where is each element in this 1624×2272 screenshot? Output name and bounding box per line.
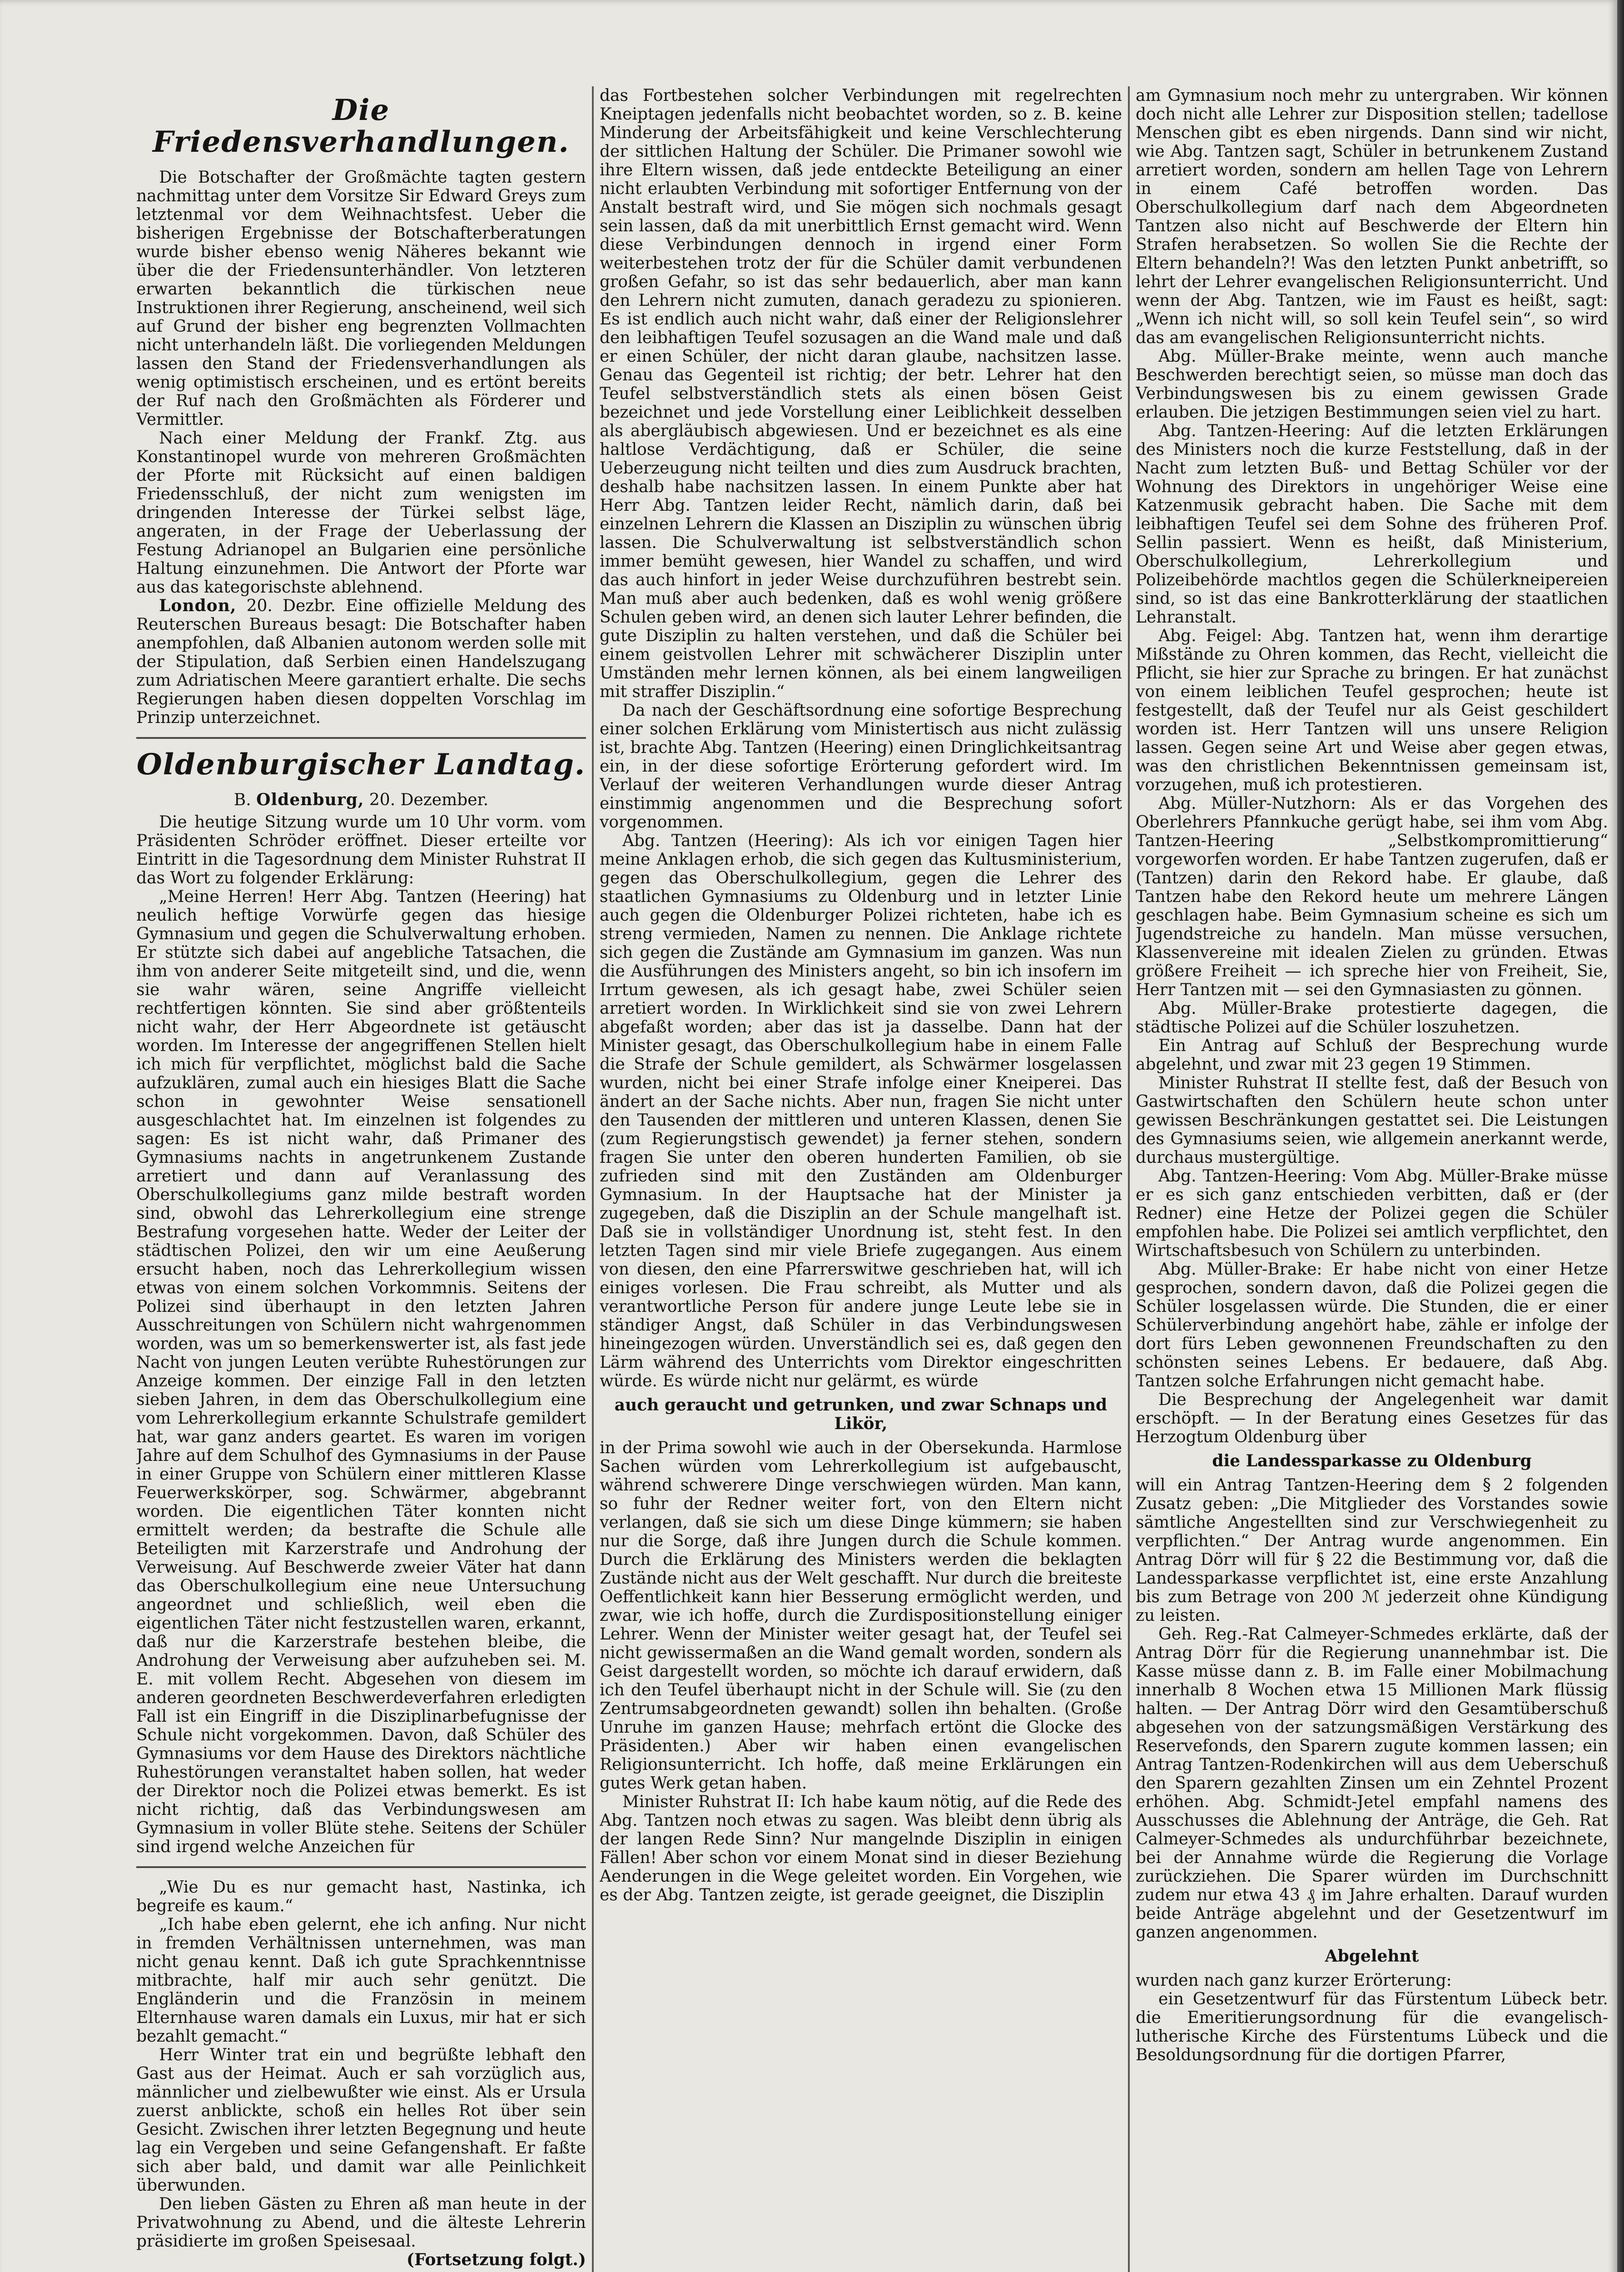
feuilleton-paragraph: „Ich habe eben gelernt, ehe ich anfing. Nur nicht in fremden Verhältnissen unternehmen, was man nicht genau kennt. Daß ich gute Sprachkenntnisse mitbrachte, half mir auch sehr genützt. Die Engländerin und die Französin in meinem Elternhause waren damals ein Luxus, mir hat er sich bezahlt gemacht.“ (136, 1915, 586, 2046)
page-edge (1617, 0, 1624, 2272)
article-paragraph: Geh. Reg.-Rat Calmeyer-Schmedes erklärte, daß der Antrag Dörr für die Regierung unannehmbar ist. Die Kasse müsse dann z. B. im Falle einer Mobilmachung innerhalb 8 Wochen etwa 15 Millionen Mark flüssig halten. — Der Antrag Dörr wird den Gesamtüberschuß abgesehen von der satzungsmäßigen Verstärkung des Reservefonds, den Sparern zugute kommen lassen; ein Antrag Tantzen-Rodenkirchen will aus dem Ueberschuß den Sparern gezahlten Zinsen um ein Zehntel Prozent erhöhen. Abg. Schmidt-Jetel empfahl namens des Ausschusses die Ablehnung der Anträge, die Geh. Rat Calmeyer-Schmedes als undurchführbar bezeichnete, bei der Annahme würde die Regierung die Vorlage zurückziehen. Die Sparer würden im Durchschnitt zudem nur etwa 43 ₰ im Jahre erhalten. Darauf wurden beide Anträge abgelehnt und der Gesetzentwurf im ganzen angenommen. (1136, 1625, 1608, 1942)
article-paragraph: Die heutige Sitzung wurde um 10 Uhr vorm. vom Präsidenten Schröder eröffnet. Dieser erteilte vor Eintritt in die Tagesordnung dem Minister Ruhstrat II das Wort zu folgender Erklärung: (136, 813, 586, 887)
article-dateline: B. Oldenburg, 20. Dezember. (233, 790, 489, 809)
article-paragraph: Abg. Müller-Brake: Er habe nicht von einer Hetze gesprochen, sondern davon, daß die Polizei gegen die Schüler losgelassen würde. Die Stunden, die er einer Schülerverbindung angehört habe, zähle er infolge der dort fürs Leben gewonnenen Freundschaften zu den schönsten seines Lebens. Er bedauere, daß Abg. Tantzen solche Erfahrungen nicht gemacht habe. (1136, 1260, 1608, 1390)
article-paragraph: in der Prima sowohl wie auch in der Obersekunda. Harmlose Sachen würden vom Lehrerkollegium ist aufgebauscht, während schwerere Dinge verschwiegen würden. Man kann, so fuhr der Redner weiter fort, von den Eltern nicht verlangen, daß sie sich um diese Dinge kümmern; sie haben nur die Sorge, daß ihre Jungen durch die Schule kommen. Durch die Erklärung des Ministers werden die beklagten Zustände nicht aus der Welt geschafft. Nur durch die breiteste Oeffentlichkeit kann hier Besserung ermöglicht werden, und zwar, wie ich hoffe, durch die Zurdispositionstellung einiger Lehrer. Wenn der Minister weiter gesagt hat, der Teufel sei nicht gewissermaßen an die Wand gemalt worden, sondern als Geist dargestellt worden, so möchte ich darauf erwidern, daß ich den Teufel überhaupt nicht in der Schule will. Sie (zu den Zentrumsabgeordneten gewandt) sollen ihn behalten. (Große Unruhe im ganzen Hause; mehrfach ertönt die Glocke des Präsidenten.) Aber wir haben einen evangelischen Religionsunterricht. Ich hoffe, daß meine Erklärungen ein gutes Werk getan haben. (600, 1439, 1122, 1793)
article-paragraph: Abg. Müller-Brake meinte, wenn auch manche Beschwerden berechtigt seien, so müsse man doch das Verbindungswesen bis zu einem gewissen Grade erlauben. Die jetzigen Bestimmungen seien viel zu hart. (1136, 347, 1608, 422)
section-divider (136, 737, 586, 739)
article-paragraph: Minister Ruhstrat II stellte fest, daß der Besuch von Gastwirtschaften den Schülern heute schon unter gewissen Beschränkungen gestattet sei. Die Leistungen des Gymnasiums seien, wie allgemein anerkannt werde, durchaus mustergültige. (1136, 1074, 1608, 1167)
column-right (1136, 86, 1608, 2272)
article-paragraph: das Fortbestehen solcher Verbindungen mit regelrechten Kneiptagen jedenfalls nicht beobachtet worden, so z. B. keine Minderung der Arbeitsfähigkeit und keine Verschlechterung der sittlichen Haltung der Schüler. Die Primaner sowohl wie ihre Eltern wissen, daß jede entdeckte Beteiligung an einer nicht erlaubten Verbindung mit sofortiger Entfernung von der Anstalt bestraft wird, und Sie mögen sich nochmals gesagt sein lassen, daß da mit unerbittlich Ernst gemacht wird. Wenn diese Verbindungen dennoch in irgend einer Form weiterbestehen trotz der für die Schüler damit verbundenen großen Gefahr, so ist das sehr bedauerlich, aber man kann den Lehrern nicht zumuten, danach geradezu zu spionieren. Es ist endlich auch nicht wahr, daß einer der Religionslehrer den leibhaftigen Teufel sozusagen an die Wand male und daß er einen Schüler, der nicht daran glaube, nachsitzen lasse. Genau das Gegenteil ist richtig; der betr. Lehrer hat den Teufel selbstverständlich stets als einen bösen Geist bezeichnet und jede Vorstellung einer Leiblichkeit desselben als abergläubisch abgewiesen. Und er bezeichnet es als eine haltlose Verdächtigung, daß er Schüler, die seine Ueberzeugung nicht teilten und dies zum Ausdruck brachten, deshalb habe nachsitzen lassen. In einem Punkte aber hat Herr Abg. Tantzen leider Recht, nämlich darin, daß bei einzelnen Lehrern die Klassen an Disziplin zu wünschen übrig lassen. Die Schulverwaltung ist selbstverständlich schon immer bemüht gewesen, hier Wandel zu schaffen, und wird das auch hinfort in jeder Weise durchzuführen bestrebt sein. Man muß aber auch bedenken, daß es wohl wenig größere Schulen geben wird, an denen sich lauter Lehrer befinden, die gute Disziplin zu halten verstehen, und daß die Schüler bei einem geistvollen Lehrer mit schwächerer Disziplin unter Umständen mehr lernen können, als bei einem langweiligen mit straffer Disziplin.“ (600, 86, 1122, 701)
article-paragraph (136, 597, 586, 727)
article-paragraph: Abg. Feigel: Abg. Tantzen hat, wenn ihm derartige Mißstände zu Ohren kommen, das Recht, vielleicht die Pflicht, sie hier zur Sprache zu bringen. Er hat zunächst von einem leiblichen Teufel gesprochen; heute ist festgestellt, daß der Teufel nur als Geist geschildert worden ist. Herr Tantzen will uns unsere Religion lassen. Gegen seine Art und Weise aber gegen etwas, was den christlichen Bekenntnissen gemeinsam ist, vorzugehen, muß ich protestieren. (1136, 627, 1608, 794)
article-paragraph: Da nach der Geschäftsordnung eine sofortige Besprechung einer solchen Erklärung vom Ministertisch aus nicht zulässig ist, brachte Abg. Tantzen (Heering) einen Dringlichkeitsantrag ein, in der diese sofortige Erörterung gefordert wird. Im Verlauf der weiteren Verhandlungen wurde dieser Antrag einstimmig angenommen und die Besprechung sofort vorgenommen. (600, 701, 1122, 832)
subheading-abgelehnt: Abgelehnt (1325, 1947, 1419, 1966)
column-rule (592, 86, 594, 2272)
article-text: 20. Dezbr. Eine offizielle Meldung des Reuterschen Bureaus besagt: Die Botschafter haben anempfohlen, daß Albanien autonom werden solle mit der Stipulation, daß Serbien einen Handelszugang zum Adriatischen Meere garantiert erhalte. Die sechs Regierungen haben diesen doppelten Vorschlag im Prinzip unterzeichnet. (136, 597, 586, 727)
article-paragraph: Die Besprechung der Angelegenheit war damit erschöpft. — In der Beratung eines Gesetzes für das Herzogtum Oldenburg über (1136, 1390, 1608, 1446)
feuilleton-paragraph: Den lieben Gästen zu Ehren aß man heute in der Privatwohnung zu Abend, und die älteste Lehrerin präsidierte im großen Speisesaal. (136, 2195, 586, 2251)
feuilleton-paragraph: „Wie Du es nur gemacht hast, Nastinka, ich begreife es kaum.“ (136, 1878, 586, 1915)
article-paragraph: Ein Antrag auf Schluß der Besprechung wurde abgelehnt, und zwar mit 23 gegen 19 Stimmen. (1136, 1036, 1608, 1074)
article-paragraph: Minister Ruhstrat II: Ich habe kaum nötig, auf die Rede des Abg. Tantzen noch etwas zu sagen. Was bleibt denn übrig als der langen Rede Sinn? Nur mangelnde Disziplin in einigen Fällen! Aber schon vor einem Monat sind in dieser Beziehung Aenderungen in die Wege geleitet worden. Ein Vorgehen, wie es der Abg. Tantzen zeigte, ist gerade geeignet, die Disziplin (600, 1793, 1122, 1904)
article-title-landtag: Oldenburgischer Landtag. (136, 747, 586, 782)
article-paragraph: Nach einer Meldung der Frankf. Ztg. aus Konstantinopel wurde von mehreren Großmächten der Pforte mit Rücksicht auf einen baldigen Friedensschluß, der nicht zum wenigsten im dringenden Interesse der Türkei selbst läge, angeraten, in der Frage der Ueberlassung der Festung Adrianopel an Bulgarien eine persönliche Haltung einzunehmen. Die Antwort der Pforte war aus das kategorischste ablehnend. (136, 429, 586, 597)
column-middle (600, 86, 1122, 2272)
emphasized-line: auch geraucht und getrunken, und zwar Schnaps und Likör, (614, 1395, 1107, 1433)
article-paragraph: ein Gesetzentwurf für das Fürstentum Lübeck betr. die Emeritierungsordnung für die evangelisch-lutherische Kirche des Fürstentums Lübeck und die Besoldungsordnung für die dortigen Pfarrer, (1136, 1990, 1608, 2064)
article-title-friedensverhandlungen: Die Friedensverhandlungen. (153, 93, 570, 159)
article-paragraph: am Gymnasium noch mehr zu untergraben. Wir können doch nicht alle Lehrer zur Disposition stellen; tadellose Menschen gibt es eben nirgends. Dann sind wir nicht, wie Abg. Tantzen sagt, Schüler in betrunkenem Zustand arretiert worden, sondern am hellen Tage von Lehrern in einem Café betroffen worden. Das Oberschulkollegium darf nach dem Abgeordneten Tantzen also nicht auf Beschwerde der Eltern hin Strafen herabsetzen. So wollen Sie die Rechte der Eltern behandeln?! Was den letzten Punkt anbetrifft, so lehrt der Lehrer evangelischen Religionsunterricht. Und wenn der Abg. Tantzen, wie im Faust es heißt, sagt: „Wenn ich nicht will, so soll kein Teufel sein“, so wird das am evangelischen Religionsunterricht nichts. (1136, 86, 1608, 347)
column-rule (1128, 86, 1130, 2272)
article-paragraph: will ein Antrag Tantzen-Heering dem § 2 folgenden Zusatz geben: „Die Mitglieder des Vorstandes sowie sämtliche Angestellten sind zur Verschwiegenheit zu verpflichten.“ Der Antrag wurde angenommen. Ein Antrag Dörr will für § 22 die Bestimmung vor, daß die Landessparkasse verpflichtet ist, eine erste Anzahlung bis zum Betrage von 200 ℳ jederzeit ohne Kündigung zu leisten. (1136, 1476, 1608, 1625)
continued-note: (Fortsetzung folgt.) (406, 2250, 586, 2269)
feuilleton-divider (136, 1866, 586, 1868)
article-paragraph: Abg. Müller-Brake protestierte dagegen, die städtische Polizei auf die Schüler loszuhetzen. (1136, 999, 1608, 1036)
feuilleton-paragraph: Herr Winter trat ein und begrüßte lebhaft den Gast aus der Heimat. Auch er sah vorzüglich aus, männlicher und zielbewußter wie einst. Als er Ursula zuerst anblickte, schoß ein helles Rot über sein Gesicht. Zwischen ihrer letzten Begegnung und heute lag ein Vergeben und seine Gefangenshaft. Er faßte sich aber bald, und damit war alle Peinlichkeit überwunden. (136, 2046, 586, 2195)
subheading-landessparkasse: die Landessparkasse zu Oldenburg (1212, 1451, 1532, 1470)
article-paragraph: Abg. Tantzen-Heering: Vom Abg. Müller-Brake müsse er es sich ganz entschieden verbitten, daß er (der Redner) eine Hetze der Polizei gegen die Schüler empfohlen habe. Die Polizei sei amtlich verpflichtet, den Wirtschaftsbesuch von Schülern zu unterbinden. (1136, 1167, 1608, 1260)
article-paragraph: Die Botschafter der Großmächte tagten gestern nachmittag unter dem Vorsitze Sir Edward Greys zum letztenmal vor dem Weihnachtsfest. Ueber die bisherigen Ergebnisse der Botschafterberatungen wurde bisher ebenso wenig Näheres bekannt wie über die der Friedensunterhändler. Von letzteren erwarten bekanntlich die türkischen neue Instruktionen ihrer Regierung, anscheinend, weil sich auf Grund der bisher eng begrenzten Vollmachten nicht unterhandeln läßt. Die vorliegenden Meldungen lassen den Stand der Friedensverhandlungen als wenig optimistisch erscheinen, und es ertönt bereits der Ruf nach den Großmächten als Förderer und Vermittler. (136, 168, 586, 429)
column-left (136, 86, 586, 2272)
article-paragraph: „Meine Herren! Herr Abg. Tantzen (Heering) hat neulich heftige Vorwürfe gegen das hiesige Gymnasium und gegen die Schulverwaltung erhoben. Er stützte sich dabei auf angebliche Tatsachen, die ihm von anderer Seite mitgeteilt sind, und die, wenn sie wahr wären, seine Angriffe vielleicht rechtfertigen könnten. Sie sind aber größtenteils nicht wahr, der Herr Abgeordnete ist getäuscht worden. Im Interesse der angegriffenen Stellen hielt ich mich für verpflichtet, möglichst bald die Sache aufzuklären, zumal auch ein hiesiges Blatt die Sache schon in gewohnter Weise sensationell ausgeschlachtet hat. Im einzelnen ist folgendes zu sagen: Es ist nicht wahr, daß Primaner des Gymnasiums nachts in angetrunkenem Zustande arretiert und dann auf Veranlassung des Oberschulkollegiums ganz milde bestraft worden sind, obwohl das Lehrerkollegium eine strenge Bestrafung vorgesehen hatte. Weder der Leiter der städtischen Polizei, den wir um eine Aeußerung ersucht haben, noch das Lehrerkollegium wissen etwas von einem solchen Vorkommnis. Seitens der Polizei sind überhaupt in den letzten Jahren Ausschreitungen von Schülern nicht wahrgenommen worden, was um so bemerkenswerter ist, als fast jede Nacht von jungen Leuten verübte Ruhestörungen zur Anzeige kommen. Der einzige Fall in den letzten sieben Jahren, in dem das Oberschulkollegium eine vom Lehrerkollegium erkannte Schulstrafe gemildert hat, war ganz anders geartet. Es waren im vorigen Jahre auf dem Schulhof des Gymnasiums in der Pause in einer Gruppe von Schülern einer mittleren Klasse Feuerwerkskörper, sog. Schwärmer, abgebrannt worden. Die eigentlichen Täter konnten nicht ermittelt werden; da bestrafte die Schule alle Beteiligten mit Karzerstrafe und Androhung der Verweisung. Auf Beschwerde zweier Väter hat dann das Oberschulkollegium eine neue Untersuchung angeordnet und schließlich, weil eben die eigentlichen Täter nicht festzustellen waren, erkannt, daß nur die Karzerstrafe bestehen bleibe, die Androhung der Verweisung aber aufzuheben sei. M. E. mit vollem Recht. Abgesehen von diesem im anderen geordneten Beschwerdeverfahren erledigten Fall ist ein Eingriff in die Disziplinarbefugnisse der Schule nicht vorgekommen. Davon, daß Schüler des Gymnasiums vor dem Hause des Direktors nächtliche Ruhestörungen veranstaltet haben sollen, hat weder der Direktor noch die Polizei etwas bemerkt. Es ist nicht richtig, daß das Verbindungswesen am Gymnasium in voller Blüte stehe. Seitens der Schüler sind irgend welche Anzeichen für (136, 887, 586, 1856)
article-paragraph: Abg. Tantzen-Heering: Auf die letzten Erklärungen des Ministers noch die kurze Feststellung, daß in der Nacht zum letzten Buß- und Bettag Schüler vor der Wohnung des Direktors in ungehöriger Weise eine Katzenmusik gebracht haben. Die Sache mit dem leibhaftigen Teufel sei dem Sohne des früheren Prof. Sellin passiert. Wenn es heißt, daß Ministerium, Oberschulkollegium, Lehrerkollegium und Polizeibehörde machtlos gegen die Schülerkneipereien sind, so ist das eine Bankrotterklärung der staatlichen Lehranstalt. (1136, 422, 1608, 627)
article-paragraph: Abg. Müller-Nutzhorn: Als er das Vorgehen des Oberlehrers Pfannkuche gerügt habe, sei ihm vom Abg. Tantzen-Heering „Selbstkompromittierung“ vorgeworfen worden. Er habe Tantzen zugerufen, daß er (Tantzen) darin den Rekord habe. Er glaube, daß Tantzen habe den Rekord heute um mehrere Längen geschlagen habe. Beim Gymnasium scheine es sich um Jugendstreiche zu handeln. Man müsse versuchen, Klassenvereine mit idealen Zielen zu gründen. Etwas größere Freiheit — ich spreche hier von Freiheit, Sie, Herr Tantzen mit — sei den Gymnasiasten zu gönnen. (1136, 794, 1608, 999)
dateline-place: London, (159, 596, 237, 615)
article-paragraph: Abg. Tantzen (Heering): Als ich vor einigen Tagen hier meine Anklagen erhob, die sich gegen das Kultusministerium, gegen das Oberschulkollegium, gegen die Lehrer des staatlichen Gymnasiums zu Oldenburg und in letzter Linie auch gegen die Oldenburger Polizei richteten, habe ich es streng vermieden, Namen zu nennen. Die Anklage richtete sich gegen die Zustände am Gymnasium im ganzen. Was nun die Ausführungen des Ministers angeht, so bin ich insofern im Irrtum gewesen, als ich gesagt habe, zwei Schüler seien arretiert worden. In Wirklichkeit sind sie von zwei Lehrern abgefaßt worden; aber das ist ja dasselbe. Dann hat der Minister gesagt, das Oberschulkollegium habe in einem Falle die Strafe der Schule gemildert, als Schwärmer losgelassen wurden, nicht bei einer Strafe infolge einer Kneiperei. Das ändert an der Sache nichts. Aber nun, fragen Sie nicht unter den Tausenden der mittleren und unteren Klassen, denen Sie (zum Regierungstisch gewendet) ja ferner stehen, sondern fragen Sie unter den oberen hunderten Familien, ob sie zufrieden sind mit den Zuständen am Oldenburger Gymnasium. In der Hauptsache hat der Minister ja zugegeben, daß die Disziplin an der Schule mangelhaft ist. Daß sie in vollständiger Unordnung ist, steht fest. In den letzten Tagen sind mir viele Briefe zugegangen. Aus einem von diesen, den eine Pfarrerswitwe geschrieben hat, will ich einiges vorlesen. Die Frau schreibt, als Mutter und als verantwortliche Person für andere junge Leute lebe sie in ständiger Angst, daß Schüler in das Verbindungswesen hineingezogen würden. Unverständlich sei es, daß gegen den Lärm während des Unterrichts vom Direktor eingeschritten würde. Es würde nicht nur gelärmt, es würde (600, 832, 1122, 1390)
article-paragraph: wurden nach ganz kurzer Erörterung: (1136, 1971, 1452, 1990)
